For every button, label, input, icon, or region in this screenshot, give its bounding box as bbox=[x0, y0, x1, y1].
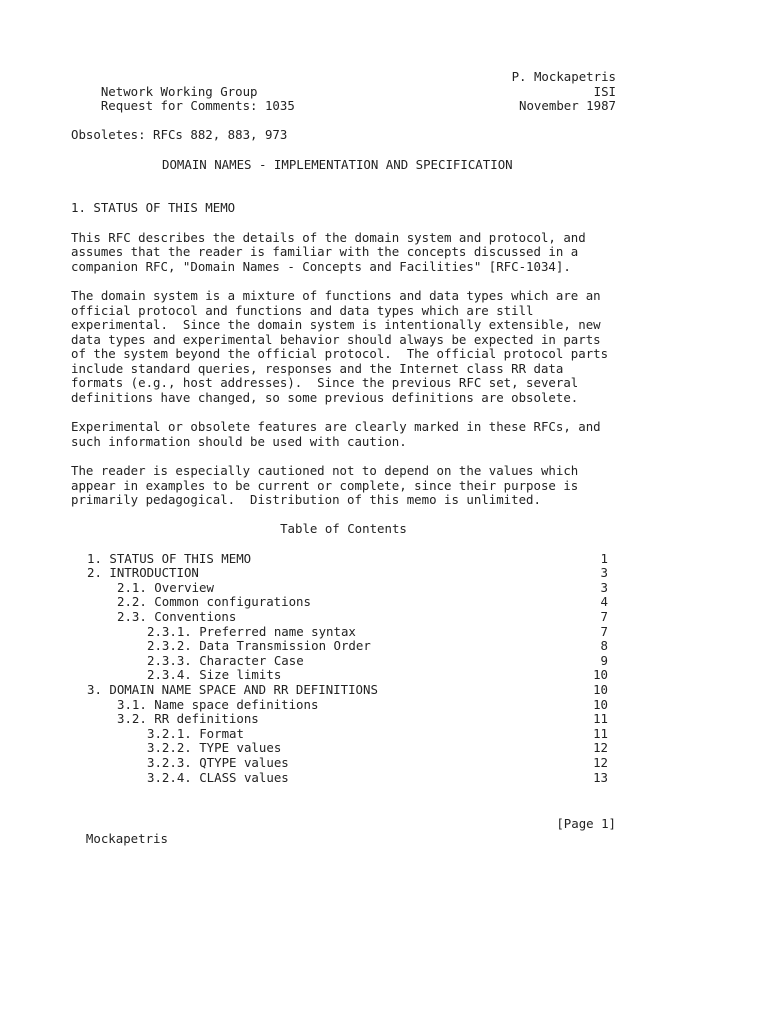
header-author: P. Mockapetris bbox=[511, 69, 616, 84]
document-title: DOMAIN NAMES - IMPLEMENTATION AND SPECIFICATION bbox=[162, 156, 513, 172]
toc-entry-page: 4 bbox=[600, 594, 608, 610]
toc-entry-page: 12 bbox=[593, 740, 608, 756]
toc-entry-label: 3.2.1. Format bbox=[147, 725, 244, 741]
footer-page-number: [Page 1] bbox=[556, 816, 616, 831]
toc-entry-page: 10 bbox=[593, 696, 608, 712]
toc-entry-page: 11 bbox=[593, 711, 608, 727]
toc-entry-label: 2.3.3. Character Case bbox=[147, 652, 304, 668]
toc-entry-page: 1 bbox=[600, 550, 608, 566]
footer-author: Mockapetris bbox=[85, 831, 168, 846]
section-heading: 1. STATUS OF THIS MEMO bbox=[71, 200, 236, 216]
toc-entry-label: 3.2.4. CLASS values bbox=[147, 769, 289, 785]
paragraph: This RFC describes the details of the domain system and protocol, and assumes that the reader is familiar with the concepts discussed in a companion RFC, "Domain Names - Concepts and Facilities" [RFC-1034]. bbox=[71, 229, 586, 274]
table-of-contents bbox=[71, 552, 616, 786]
toc-entry-label: 2.3.2. Data Transmission Order bbox=[147, 638, 371, 654]
toc-entry[interactable] bbox=[71, 771, 616, 786]
paragraph: The domain system is a mixture of functions and data types which are an official protocol and functions and data types which are still experimental. Since the domain system is intentionally extensible, new data types and experimental behavior should always be expected in parts of the system beyond the official protocol. The official protocol parts include standard queries, responses and the Internet class RR data formats (e.g., host addresses). Since the previous RFC set, several definitions have changed, so some previous definitions are obsolete. bbox=[71, 287, 609, 406]
toc-entry[interactable] bbox=[71, 566, 616, 581]
toc-entry-label: 2.1. Overview bbox=[117, 579, 214, 595]
toc-entry[interactable] bbox=[71, 625, 616, 640]
toc-entry[interactable] bbox=[71, 712, 616, 727]
toc-entry-label: 3.2. RR definitions bbox=[117, 711, 259, 727]
toc-entry-page: 3 bbox=[600, 579, 608, 595]
page-footer bbox=[71, 816, 616, 846]
header-date: November 1987 bbox=[519, 98, 616, 114]
toc-entry[interactable] bbox=[71, 552, 616, 567]
toc-entry-page: 11 bbox=[593, 725, 608, 741]
toc-entry[interactable] bbox=[71, 610, 616, 625]
toc-entry-page: 9 bbox=[600, 652, 608, 668]
header-group: Network Working Group bbox=[100, 83, 258, 99]
toc-entry[interactable] bbox=[71, 639, 616, 654]
toc-entry-page: 8 bbox=[600, 638, 608, 654]
toc-entry-label: 1. STATUS OF THIS MEMO bbox=[87, 550, 252, 566]
toc-entry-label: 2.2. Common configurations bbox=[117, 594, 311, 610]
toc-entry-label: 2.3. Conventions bbox=[117, 608, 237, 624]
rfc-page bbox=[71, 70, 616, 785]
toc-entry[interactable] bbox=[71, 668, 616, 683]
toc-entry[interactable] bbox=[71, 683, 616, 698]
header-line-3 bbox=[71, 99, 616, 114]
toc-entry-label: 3.2.2. TYPE values bbox=[147, 740, 282, 756]
toc-entry[interactable] bbox=[71, 581, 616, 596]
header-organization: ISI bbox=[593, 83, 616, 99]
toc-entry-page: 7 bbox=[600, 608, 608, 624]
toc-entry-page: 10 bbox=[593, 667, 608, 683]
toc-entry-page: 10 bbox=[593, 681, 608, 697]
toc-entry[interactable] bbox=[71, 595, 616, 610]
paragraph: The reader is especially cautioned not to depend on the values which appear in examples to be current or complete, since their purpose is primarily pedagogical. Distribution of this memo is unlimited. bbox=[71, 463, 579, 508]
toc-entry-label: 3.1. Name space definitions bbox=[117, 696, 319, 712]
paragraph: Experimental or obsolete features are clearly marked in these RFCs, and such information should be used with caution. bbox=[71, 419, 601, 449]
toc-entry[interactable] bbox=[71, 654, 616, 669]
toc-entry-label: 3.2.3. QTYPE values bbox=[147, 754, 289, 770]
toc-entry-page: 3 bbox=[600, 565, 608, 581]
header-rfc-number: Request for Comments: 1035 bbox=[100, 98, 295, 114]
toc-entry[interactable] bbox=[71, 698, 616, 713]
toc-entry-page: 13 bbox=[593, 769, 608, 785]
toc-entry-label: 2.3.1. Preferred name syntax bbox=[147, 623, 356, 639]
toc-entry-page: 7 bbox=[600, 623, 608, 639]
toc-entry-page: 12 bbox=[593, 754, 608, 770]
toc-entry[interactable] bbox=[71, 727, 616, 742]
toc-entry[interactable] bbox=[71, 756, 616, 771]
toc-entry-label: 2.3.4. Size limits bbox=[147, 667, 282, 683]
toc-entry-label: 2. INTRODUCTION bbox=[87, 565, 199, 581]
toc-entry-label: 3. DOMAIN NAME SPACE AND RR DEFINITIONS bbox=[87, 681, 378, 697]
header-obsoletes: Obsoletes: RFCs 882, 883, 973 bbox=[71, 127, 288, 143]
toc-heading: Table of Contents bbox=[280, 521, 407, 537]
toc-entry[interactable] bbox=[71, 741, 616, 756]
